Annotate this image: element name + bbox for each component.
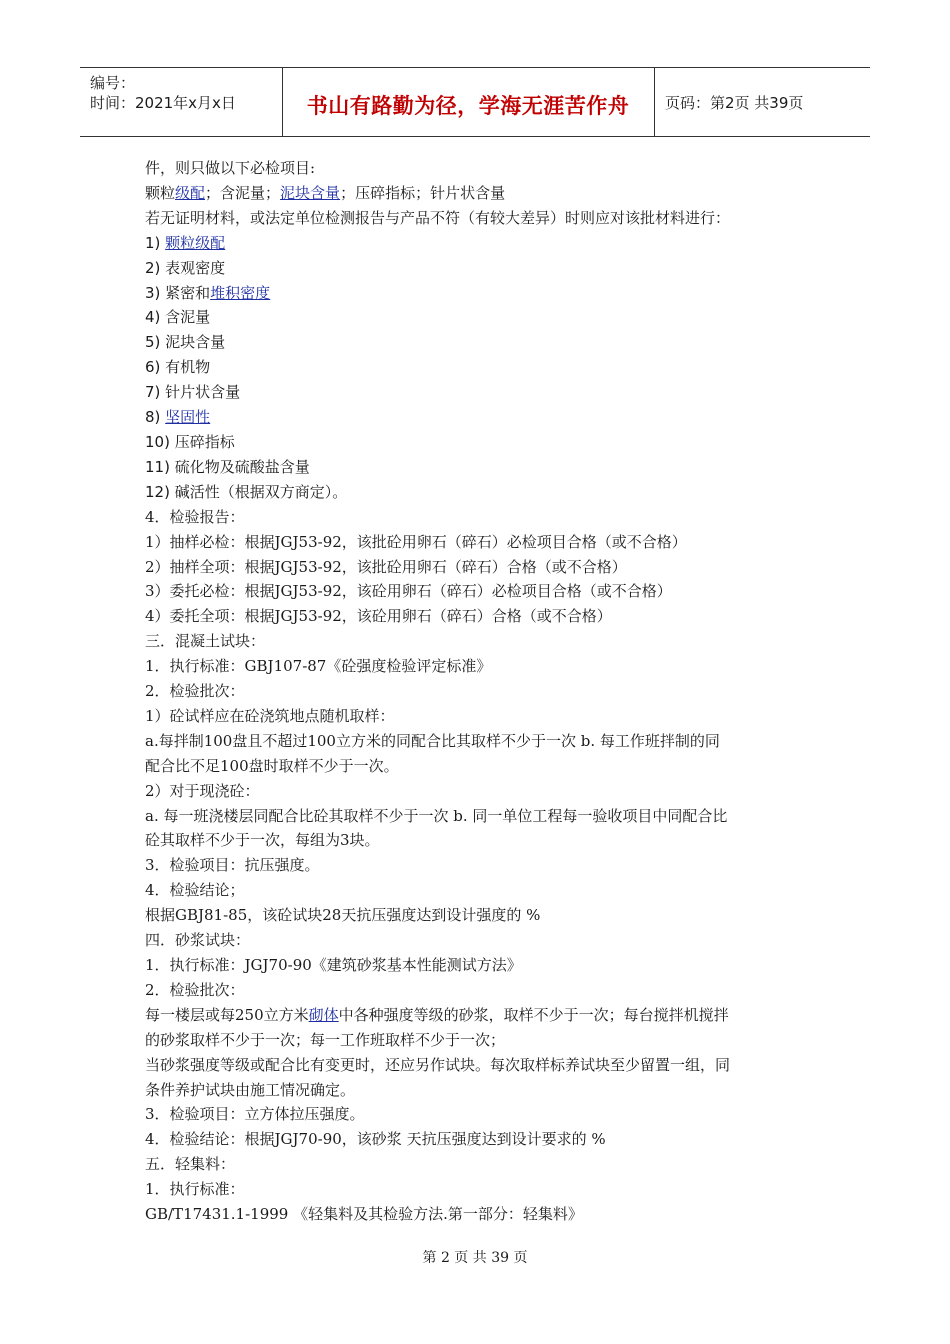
list-item — [145, 480, 815, 505]
list-item — [145, 355, 815, 380]
text-line: 根据GBJ81-85，该砼试块28天抗压强度达到设计强度的 % — [145, 906, 541, 925]
list-item — [145, 380, 815, 405]
list-item — [145, 231, 815, 256]
text-line: 4）委托全项：根据JGJ53-92，该砼用卵石（碎石）合格（或不合格） — [145, 607, 612, 626]
header-motto: 书山有路勤为径，学海无涯苦作舟 — [306, 94, 630, 118]
page-footer: 第 2 页 共 39 页 — [422, 1250, 528, 1266]
list-item-text: 7) 针片状含量 — [145, 383, 241, 402]
document-number-label: 编号： — [90, 74, 136, 92]
text-line: 3．检验项目：抗压强度。 — [145, 856, 320, 875]
text-line: 4．检验结论； — [145, 881, 245, 900]
list-item-text: 6) 有机物 — [145, 358, 211, 377]
section-heading: 三．混凝土试块： — [145, 632, 266, 651]
list-item — [145, 455, 815, 480]
text-line: 1．执行标准： — [145, 1180, 245, 1199]
link-masonry[interactable]: 砌体 — [308, 1005, 339, 1024]
page-header — [80, 67, 870, 137]
text-line: a. 每一班浇楼层同配合比砼其取样不少于一次 b. 同一单位工程每一验收项目中同配合比 — [145, 806, 728, 825]
section-heading: 四．砂浆试块： — [145, 931, 251, 950]
text-line: a.每拌制100盘且不超过100立方米的同配合比其取样不少于一次 b. 每工作班拌制的同 — [145, 731, 720, 750]
section-heading: 五．轻集料： — [145, 1155, 236, 1174]
list-item — [145, 281, 815, 306]
link-soundness[interactable]: 坚固性 — [165, 408, 211, 427]
text-line: 件，则只做以下必检项目: — [145, 159, 316, 177]
list-item — [145, 430, 815, 455]
text-span: 每一楼层或每250立方米 — [145, 1005, 309, 1024]
list-item-text: 3) 紧密和 — [145, 283, 211, 302]
list-item-text: 10) 压碎指标 — [145, 432, 235, 451]
text-line: 2．检验批次： — [145, 682, 245, 701]
list-item-text: 11) 硫化物及硫酸盐含量 — [145, 457, 310, 476]
text-line: 砼其取样不少于一次，每组为3块。 — [145, 831, 380, 850]
list-item — [145, 256, 815, 281]
text-line — [145, 181, 815, 206]
text-line: GB/T17431.1-1999 《轻集料及其检验方法.第一部分：轻集料》 — [145, 1205, 583, 1224]
text-span: ；含泥量； — [205, 183, 281, 202]
text-line: 1）砼试样应在砼浇筑地点随机取样： — [145, 706, 395, 725]
text-line — [145, 1003, 815, 1028]
document-date: 时间：2021年x月x日 — [90, 94, 236, 112]
text-span: 颗粒 — [145, 183, 176, 202]
list-number: 8) — [145, 408, 166, 427]
text-line: 的砂浆取样不少于一次；每一工作班取样不少于一次； — [145, 1030, 506, 1049]
list-item-text: 12) 碱活性（根据双方商定）。 — [145, 482, 348, 501]
text-span: 中各种强度等级的砂浆，取样不少于一次；每台搅拌机搅拌 — [338, 1005, 729, 1024]
text-span: ；压碎指标；针片状含量 — [340, 183, 506, 202]
link-gradation[interactable]: 级配 — [175, 183, 206, 202]
text-line: 4．检验结论：根据JGJ70-90，该砂浆 天抗压强度达到设计要求的 % — [145, 1130, 606, 1149]
list-item-text: 4) 含泥量 — [145, 308, 211, 327]
list-item — [145, 405, 815, 430]
header-page-info: 页码：第2页 共39页 — [665, 94, 804, 112]
text-line: 2．检验批次： — [145, 980, 245, 999]
list-item-text: 5) 泥块含量 — [145, 333, 226, 352]
list-item — [145, 330, 815, 355]
text-line: 2）抽样全项：根据JGJ53-92，该批砼用卵石（碎石）合格（或不合格） — [145, 557, 627, 576]
text-line: 1．执行标准：JGJ70-90《建筑砂浆基本性能测试方法》 — [145, 956, 522, 974]
text-line: 2）对于现浇砼： — [145, 781, 260, 800]
link-clay-lump-content[interactable]: 泥块含量 — [280, 183, 341, 202]
link-particle-gradation[interactable]: 颗粒级配 — [165, 233, 226, 252]
list-item — [145, 305, 815, 330]
list-item-text: 2) 表观密度 — [145, 258, 226, 277]
text-line: 3）委托必检：根据JGJ53-92，该砼用卵石（碎石）必检项目合格（或不合格） — [145, 582, 672, 601]
text-line: 若无证明材料，或法定单位检测报告与产品不符（有较大差异）时则应对该批材料进行： — [145, 208, 731, 227]
section-heading: 4．检验报告： — [145, 507, 245, 526]
header-meta-cell — [80, 68, 283, 136]
link-bulk-density[interactable]: 堆积密度 — [210, 283, 271, 302]
header-motto-cell — [282, 68, 655, 136]
text-line: 条件养护试块由施工情况确定。 — [145, 1080, 356, 1099]
text-line: 当砂浆强度等级或配合比有变更时，还应另作试块。每次取样标养试块至少留置一组，同 — [145, 1055, 731, 1074]
list-number: 1) — [145, 233, 166, 252]
text-line: 3．检验项目：立方体拉压强度。 — [145, 1105, 365, 1124]
text-line: 配合比不足100盘时取样不少于一次。 — [145, 756, 399, 775]
text-line: 1．执行标准：GBJ107-87《砼强度检验评定标准》 — [145, 657, 492, 676]
header-page-cell — [655, 68, 870, 136]
document-body — [145, 156, 815, 1227]
text-line: 1）抽样必检：根据JGJ53-92，该批砼用卵石（碎石）必检项目合格（或不合格） — [145, 532, 687, 551]
